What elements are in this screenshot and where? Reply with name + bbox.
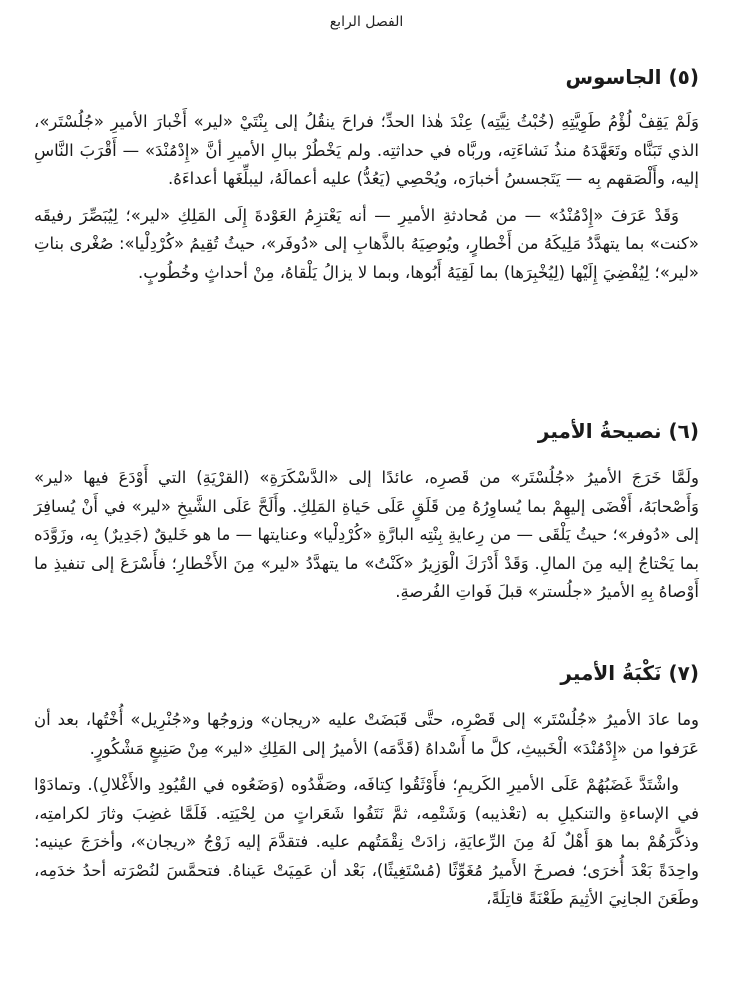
section-prince-misfortune bbox=[34, 658, 699, 914]
paragraph: وَلَمْ يَقِفْ لُؤْمُ طَوِيَّتِهِ (خُبْثُ نِيَّتِه) عِنْدَ هٰذا الحدِّ؛ فراحَ ينقُلُ إلى بِنْتَيْ «لير» أَخْبارَ الأميرِ «جُلُسْتَر»، الذي تَبَنَّاه وتَعَهَّدَهُ منذُ نَشاءَتِه، وربَّاه في حداثتِه. ولم يَخْطُرْ ببالِ الأميرِ أنَّ «إِدْمُنْدَ» — أَقْرَبَ النَّاسِ إليه، وأَلْصَقهم بِه — يَتَجسسُ أخبارَه، ويُحْصِي (يَعُدُّ) عليه أعمالَهُ، ليبلِّغَها أعداءَهُ. bbox=[34, 112, 699, 188]
paragraph: وما عادَ الأميرُ «جُلُسْتَر» إلى قَصْرِه، حتَّى قَبَضَتْ عليه «ريجان» وزوجُها و«جُنْرِيل» أُخْتُها، بعد أن عَرَفوا من «إِدْمُنْدَ» الْخَبيثِ، كلَّ ما أَسْداهُ (قَدَّمَه) الأميرُ إلى المَلِكِ «لير» مِنْ صَنِيعٍ مَشْكُورٍ. bbox=[34, 710, 699, 758]
section-title: (٥) الجاسوس bbox=[565, 65, 699, 89]
section-title: (٦) نصيحةُ الأمير bbox=[537, 419, 699, 443]
section-spy bbox=[34, 62, 699, 287]
paragraph: ولَمَّا خَرَجَ الأميرُ «جُلُسْتَر» من قَصرِه، عائدًا إلى «الدَّسْكَرَةِ» (القرْيَةِ) التي أَوْدَعَ فيها «لير» وَأَصْحابَهُ، أَفْضَى إليهِمْ بما يُساوِرُهُ مِن قَلَقٍ عَلَى حَياةِ المَلِكِ. وأَلَحَّ عَلَى الشَّيخِ «لير» في أَنْ يُسافِرَ إلى «دُوفر»؛ حيثُ يَلْقَى — من رِعايةِ بِنْتِه البارَّةِ «كُرْدِلْيا» وعنايتها — ما هو خَليقٌ (جَدِيرٌ) بِه، وزَوَّدَه بما يَحْتاجُ إليه مِنَ المالِ. وَقَدْ أَدْرَكَ الْوَزِيرُ «كَنْتُ» ما يتهدَّدُ «لير» مِنَ الأَخْطارِ؛ فأَسْرَعَ إلى تنفيذِ ما أَوْصاهُ بِهِ الأميرُ «جلُستر» قبلَ فَواتِ الفُرصةِ. bbox=[34, 468, 699, 601]
paragraph: واشْتَدَّ غَضَبُهُمْ عَلَى الأميرِ الكَريمِ؛ فأَوْثَقُوا كِتافَه، وصَفَّدُوه (وَضَعُوه في القُيُودِ والأَغْلالِ). وتمادَوْا في الإساءةِ والتنكيلِ به (تعْذيبه) وَشَتْمِه، ثمَّ نَتَفُوا شَعَراتٍ من لِحْيَتِه. فَلَمَّا غضِبَ وثارَ لكرامتِه، وذكَّرَهُمْ بما هوَ أَهْلٌ لَهُ مِنَ الرِّعايَةِ، زادَتْ نِقْمَتُهم عليه. فتقدَّمَ إليه زَوْجُ «ريجان»، وأخرَجَ عينيه: واحِدَةً بَعْدَ أُخرَى؛ فصرخَ الأَميرُ مُغَوِّثًا (مُسْتَغِيثًا)، بَعْد أن عَمِيَتْ عَيناهُ. فتحمَّسَ لنُصْرَته أحدُ خدَمِه، وطَعَنَ الجانِيَ الأثِيمَ طَعْنَةً قاتِلَةً، bbox=[34, 775, 699, 908]
running-header: الفصل الرابع bbox=[329, 14, 404, 30]
section-prince-advice bbox=[34, 416, 699, 607]
section-title: (٧) نَكْبَةُ الأمير bbox=[560, 661, 699, 685]
paragraph: وَقَدْ عَرَفَ «إِدْمُنْدُ» — من مُحادثةِ الأميرِ — أنه يَعْتزِمُ العَوْدةَ إِلَى المَلِكِ «لير»؛ لِيُبَصِّرَ رفيقَه «كنت» بما يتهدَّدُ مَلِيكَهُ من أَخْطارٍ، ويُوصِيَهُ بالذَّهابِ إلى «دُوفَر»، حيثُ تُقِيمُ «كُرْدِلْيا»: صُغْرى بناتِ «لير»؛ لِيُفْضِيَ إِلَيْها (لِيُخْبِرَها) بما لَقِيَهُ أَبُوها، وبما لا يزالُ يَلْقاهُ، مِنْ أحداثٍ وخُطُوبٍ. bbox=[34, 205, 699, 282]
